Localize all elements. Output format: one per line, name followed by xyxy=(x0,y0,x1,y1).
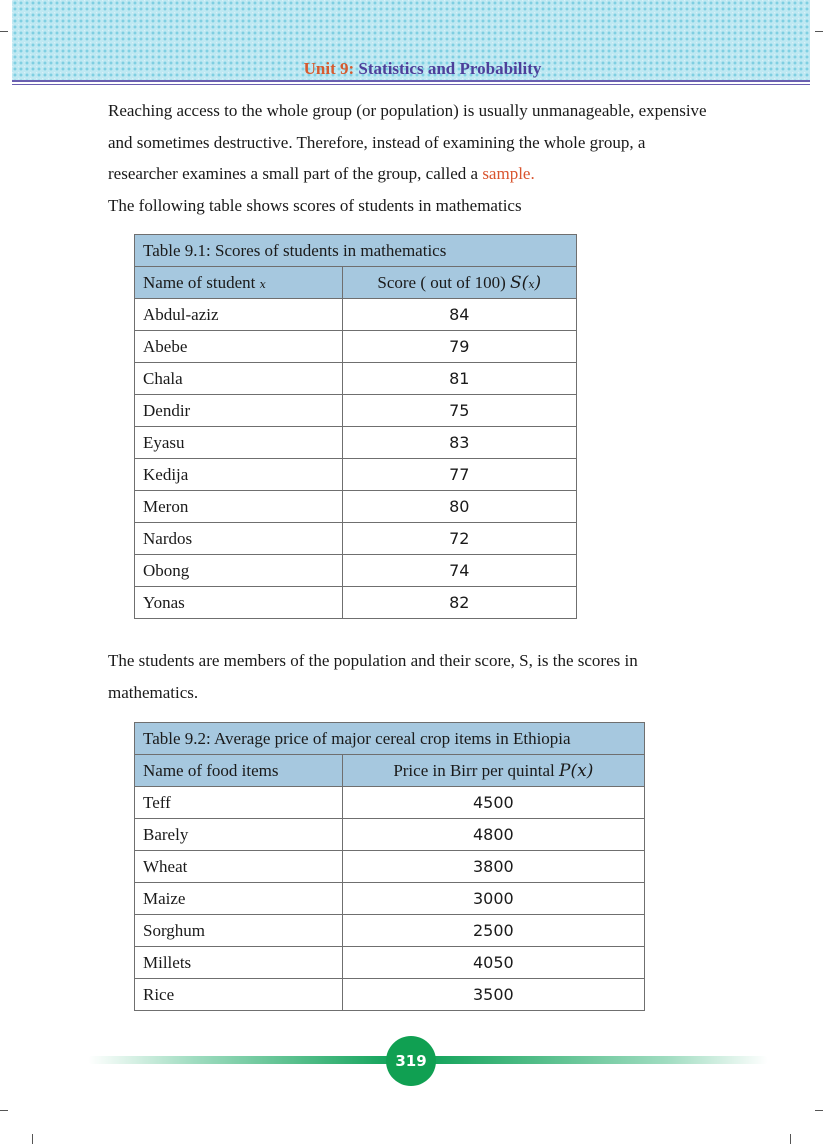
food-name: Maize xyxy=(135,883,343,915)
cereal-price-table xyxy=(134,722,645,1011)
score-function-symbol: S( xyxy=(510,272,529,293)
student-name: Eyasu xyxy=(135,427,343,459)
food-price: 4800 xyxy=(342,819,644,851)
crop-mark-left-lower xyxy=(0,1110,8,1111)
food-price: 4050 xyxy=(342,947,644,979)
table-row xyxy=(135,883,645,915)
student-score: 75 xyxy=(342,395,576,427)
crop-mark-bottom-right xyxy=(790,1134,791,1144)
footer-bar-right xyxy=(428,1056,768,1064)
table-row xyxy=(135,491,577,523)
table-row xyxy=(135,299,577,331)
student-name: Abdul-aziz xyxy=(135,299,343,331)
table-row xyxy=(135,459,577,491)
table-caption: Table 9.1: Scores of students in mathematics xyxy=(135,235,577,267)
intro-text: Reaching access to the whole group (or population) is usually unmanageable, expensive and sometimes destructive. Therefore, instead of examining the whole group, a researcher examines a small part of the group, called a xyxy=(108,101,707,183)
crop-mark-right-lower xyxy=(815,1110,823,1111)
table-row xyxy=(135,947,645,979)
unit-title: Statistics and Probability xyxy=(358,59,542,78)
student-score: 79 xyxy=(342,331,576,363)
food-name: Teff xyxy=(135,787,343,819)
column-header-food: Name of food items xyxy=(135,755,343,787)
column-header-price xyxy=(342,755,644,787)
student-name: Dendir xyxy=(135,395,343,427)
student-score: 82 xyxy=(342,587,576,619)
table-row xyxy=(135,427,577,459)
food-price: 3800 xyxy=(342,851,644,883)
food-price: 3000 xyxy=(342,883,644,915)
student-score: 72 xyxy=(342,523,576,555)
sample-term: sample. xyxy=(482,164,535,183)
food-price: 2500 xyxy=(342,915,644,947)
unit-heading xyxy=(0,59,823,79)
table-row xyxy=(135,395,577,427)
table-header-row xyxy=(135,755,645,787)
student-name: Obong xyxy=(135,555,343,587)
table-row xyxy=(135,331,577,363)
student-score: 84 xyxy=(342,299,576,331)
scores-table xyxy=(134,234,577,619)
student-score: 80 xyxy=(342,491,576,523)
food-name: Barely xyxy=(135,819,343,851)
student-name: Nardos xyxy=(135,523,343,555)
student-name: Chala xyxy=(135,363,343,395)
student-name: Kedija xyxy=(135,459,343,491)
score-function-var: x xyxy=(528,277,535,291)
unit-separator: : xyxy=(348,59,355,78)
table-lead-text: The following table shows scores of students in mathematics xyxy=(108,196,522,215)
food-name: Wheat xyxy=(135,851,343,883)
student-score: 77 xyxy=(342,459,576,491)
page-number-badge: 319 xyxy=(386,1036,436,1086)
crop-mark-bottom-left xyxy=(32,1134,33,1144)
column-header-score xyxy=(342,267,576,299)
price-function-symbol: P(x) xyxy=(559,760,594,781)
table-row xyxy=(135,851,645,883)
crop-mark-right-upper xyxy=(815,31,823,32)
student-score: 83 xyxy=(342,427,576,459)
food-price: 4500 xyxy=(342,787,644,819)
table-row xyxy=(135,587,577,619)
table-row xyxy=(135,555,577,587)
table-row xyxy=(135,363,577,395)
table-header-row xyxy=(135,267,577,299)
student-score: 74 xyxy=(342,555,576,587)
table-row xyxy=(135,979,645,1011)
food-name: Rice xyxy=(135,979,343,1011)
table-caption-row xyxy=(135,235,577,267)
student-name: Meron xyxy=(135,491,343,523)
header-rule-thin xyxy=(12,84,810,85)
unit-number: Unit 9 xyxy=(303,59,349,78)
table-row xyxy=(135,787,645,819)
column-header-name-var: x xyxy=(259,277,266,291)
food-price: 3500 xyxy=(342,979,644,1011)
header-rule xyxy=(12,80,810,82)
table-row xyxy=(135,523,577,555)
intro-paragraph xyxy=(108,95,718,190)
footer-bar-left xyxy=(88,1056,393,1064)
column-header-name-label: Name of student xyxy=(143,272,256,292)
food-name: Sorghum xyxy=(135,915,343,947)
student-score: 81 xyxy=(342,363,576,395)
student-name: Abebe xyxy=(135,331,343,363)
column-header-price-label: Price in Birr per quintal xyxy=(393,760,555,780)
food-name: Millets xyxy=(135,947,343,979)
table-row xyxy=(135,819,645,851)
score-function-close: ) xyxy=(534,272,542,293)
crop-mark-left-upper xyxy=(0,31,8,32)
column-header-name xyxy=(135,267,343,299)
column-header-score-label: Score ( out of 100) xyxy=(377,272,506,292)
table-row xyxy=(135,915,645,947)
population-paragraph: The students are members of the population and their score, S, is the scores in mathematics. xyxy=(108,651,638,702)
student-name: Yonas xyxy=(135,587,343,619)
table-caption: Table 9.2: Average price of major cereal crop items in Ethiopia xyxy=(135,723,645,755)
table-caption-row xyxy=(135,723,645,755)
